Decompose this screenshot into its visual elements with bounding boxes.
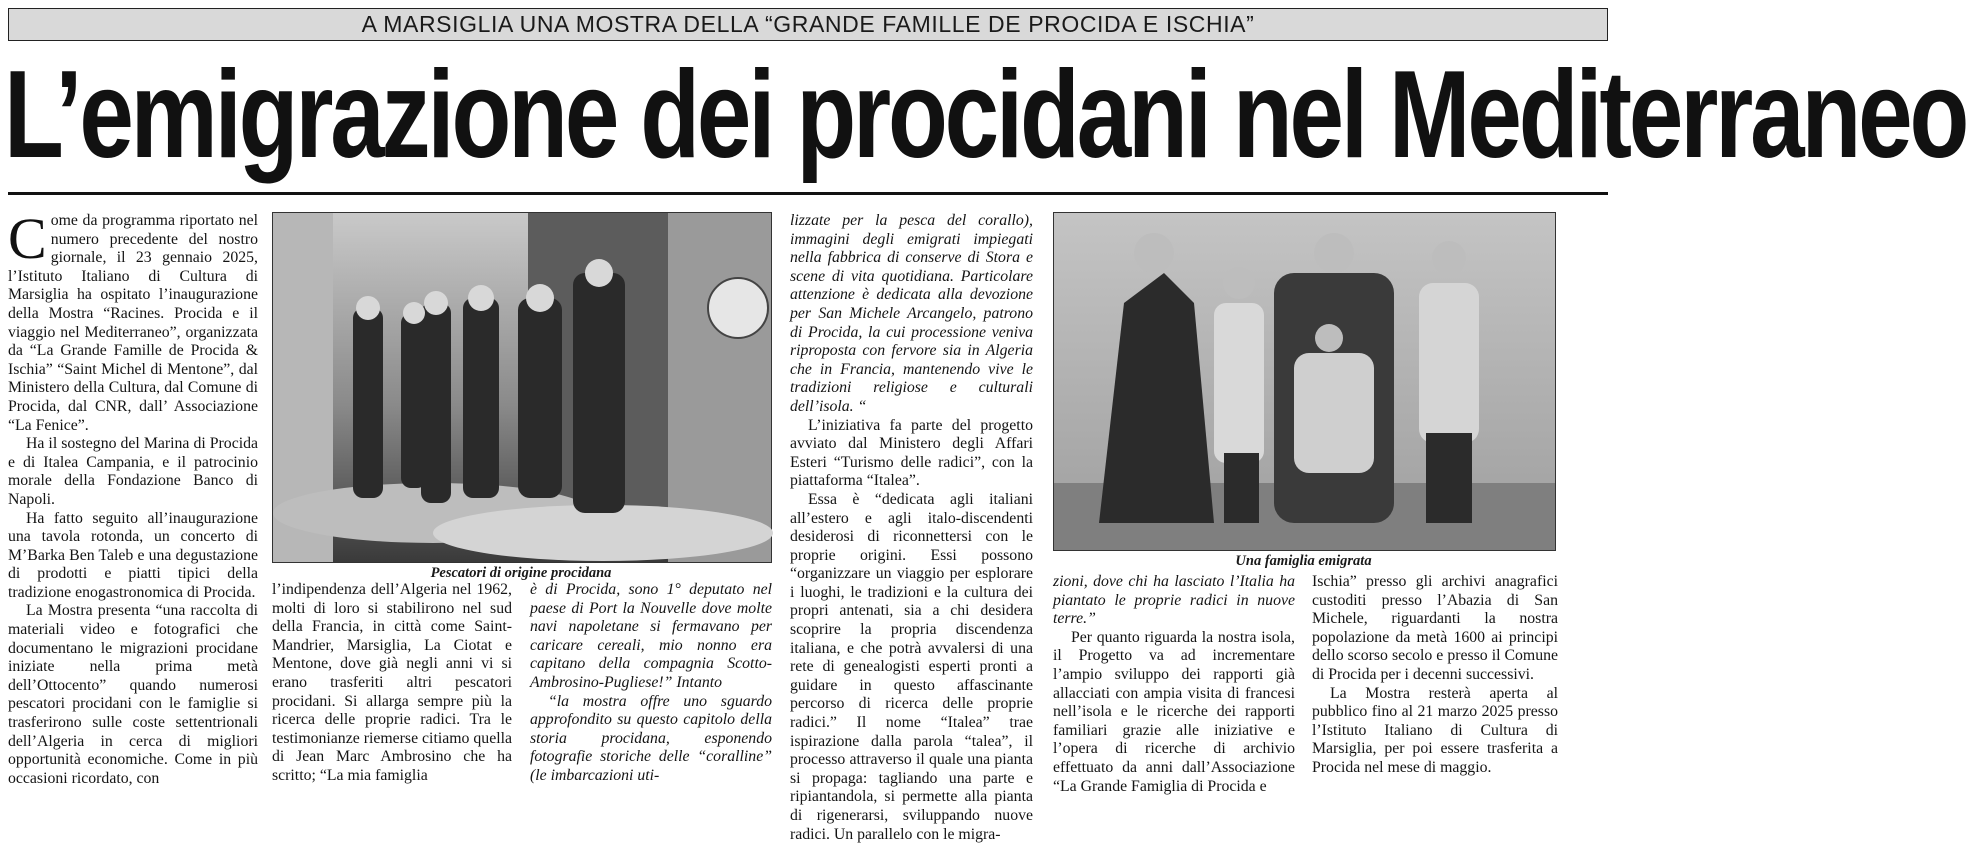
- photo-emigrant-family: [1053, 212, 1556, 551]
- kicker-banner: A MARSIGLIA UNA MOSTRA DELLA “GRANDE FAMILLE DE PROCIDA E ISCHIA”: [8, 8, 1608, 41]
- paragraph: l’indipendenza dell’Algeria nel 1962, molti di loro si stabilirono nel sud della Francia, in città come Saint-Mandrier, Marsiglia, La Ciotat e Mentone, dove già negli anni vi si erano trasferiti altri pescatori procidani. Si allarga sempre più la ricerca delle proprie radici. Tra le testimonianze riemerse citiamo quella di Jean Marc Ambrosino che ha scritto; “La mia famiglia: [272, 581, 512, 784]
- article-column-2: [272, 581, 512, 817]
- fishermen-photo-image: [273, 213, 771, 562]
- article-column-5: [1053, 573, 1295, 817]
- headline: L’emigrazione dei procidani nel Mediterraneo: [4, 46, 1966, 184]
- paragraph: lizzate per la pesca del corallo), immagini degli emigrati impiegati nella fabbrica di conserve di Stora e scene di vita quotidiana. Particolare attenzione è dedicata alla devozione per San Michele Arcangelo, patrono di Procida, la cui processione veniva riproposta con fervore sia in Algeria che in Francia, mantenendo vive le tradizioni religiose e culturali dell’isola. “: [790, 212, 1033, 415]
- paragraph: Ischia” presso gli archivi anagrafici custoditi presso l’Abazia di San Michele, riguardanti la nostra popolazione da metà 1600 ai principi dello scorso secolo e presso il Comune di Procida per i decenni successivi.: [1312, 573, 1558, 683]
- paragraph: [8, 206, 258, 435]
- paragraph: Ha il sostegno del Marina di Procida e di Italea Campania, e il patrocinio morale della Fondazione Banco di Napoli.: [8, 435, 258, 508]
- article-column-6: [1312, 573, 1558, 817]
- headline-rule: [8, 192, 1608, 195]
- paragraph: “la mostra offre uno sguardo approfondito su questo capitolo della storia procidana, esponendo fotografie storiche delle “coralline” (le imbarcazioni uti-: [530, 692, 772, 784]
- paragraph: zioni, dove chi ha lasciato l’Italia ha piantato le proprie radici in nuove terre.”: [1053, 573, 1295, 628]
- article-column-4: [790, 212, 1033, 843]
- paragraph: La Mostra presenta “una raccolta di materiali video e fotografici che documentano le migrazioni procidane iniziate nella prima metà dell’Ottocento” quando numerosi pescatori procidani con le famiglie si trasferirono sulle coste settentrionali dell’Algeria in cerca di migliori opportunità economiche. Come in più occasioni ricordato, con: [8, 602, 258, 787]
- paragraph: Ha fatto seguito all’inaugurazione una tavola rotonda, un concerto di M’Barka Ben Taleb e una degustazione di prodotti e piatti tipici della tradizione enogastronomica di Procida.: [8, 509, 258, 601]
- photo-fishermen: [272, 212, 772, 563]
- article-column-1: [8, 206, 258, 817]
- family-photo-image: [1054, 213, 1555, 550]
- paragraph: Essa è “dedicata agli italiani all’estero e agli italo-discendenti desiderosi di riconnettersi con le proprie origini. Essi possono “organizzare un viaggio per esplorare i luoghi, le tradizioni e la cultura dei propri antenati, sia a chi desidera scoprire la propria discendenza italiana, e che potrà avvalersi di una rete di genealogisti esperti pronti a guidare in questo affascinante percorso di ricerca delle proprie radici.” Il nome “Italea” trae ispirazione dalla parola “talea”, il processo attraverso il quale una pianta si propaga: tagliando una parte e ripiantandola, si permette alla pianta di rigenerarsi, sviluppando nuove radici. Un parallelo con le migra-: [790, 490, 1033, 843]
- photo-caption-fishermen: Pescatori di origine procidana: [430, 565, 612, 581]
- paragraph: Per quanto riguarda la nostra isola, il Progetto va ad incrementare l’ampio sviluppo dei rapporti già allacciati con ampia visita di francesi nell’isola e le ricerche dei rapporti familiari grazie alle iniziative e l’opera di ricerche di archivio effettuato da anni dall’Associazione “La Grande Famiglia di Procida e: [1053, 628, 1295, 795]
- article-column-3: [530, 581, 772, 817]
- paragraph: L’iniziativa fa parte del progetto avviato dal Ministero degli Affari Esteri “Turismo delle radici”, con la piattaforma “Italea”.: [790, 416, 1033, 490]
- paragraph: è di Procida, sono 1° deputato nel paese di Port la Nouvelle dove molte navi napoletane si fermavano per caricare cereali, mio nonno era capitano della compagnia Scotto-Ambrosino-Pugliese!” Intanto: [530, 581, 772, 691]
- paragraph: La Mostra resterà aperta al pubblico fino al 21 marzo 2025 presso l’Istituto Italiano di Cultura di Marsiglia, per poi essere trasferita a Procida nel mese di maggio.: [1312, 684, 1558, 776]
- photo-caption-family: Una famiglia emigrata: [1235, 553, 1372, 569]
- paragraph-text: ome da programma riportato nel numero precedente del nostro giornale, il 23 gennaio 2025, l’Istituto Italiano di Cultura di Marsiglia ha ospitato l’inaugurazione della Mostra “Racines. Procida e il viaggio nel Mediterraneo”, organizzata da “La Grande Famille de Procida & Ischia” “Saint Michel di Mentone”, dal Ministero della Cultura, dal Comune di Procida, dal CNR, dall’ Associazione “La Fenice”.: [8, 212, 258, 434]
- drop-cap: C: [8, 206, 47, 271]
